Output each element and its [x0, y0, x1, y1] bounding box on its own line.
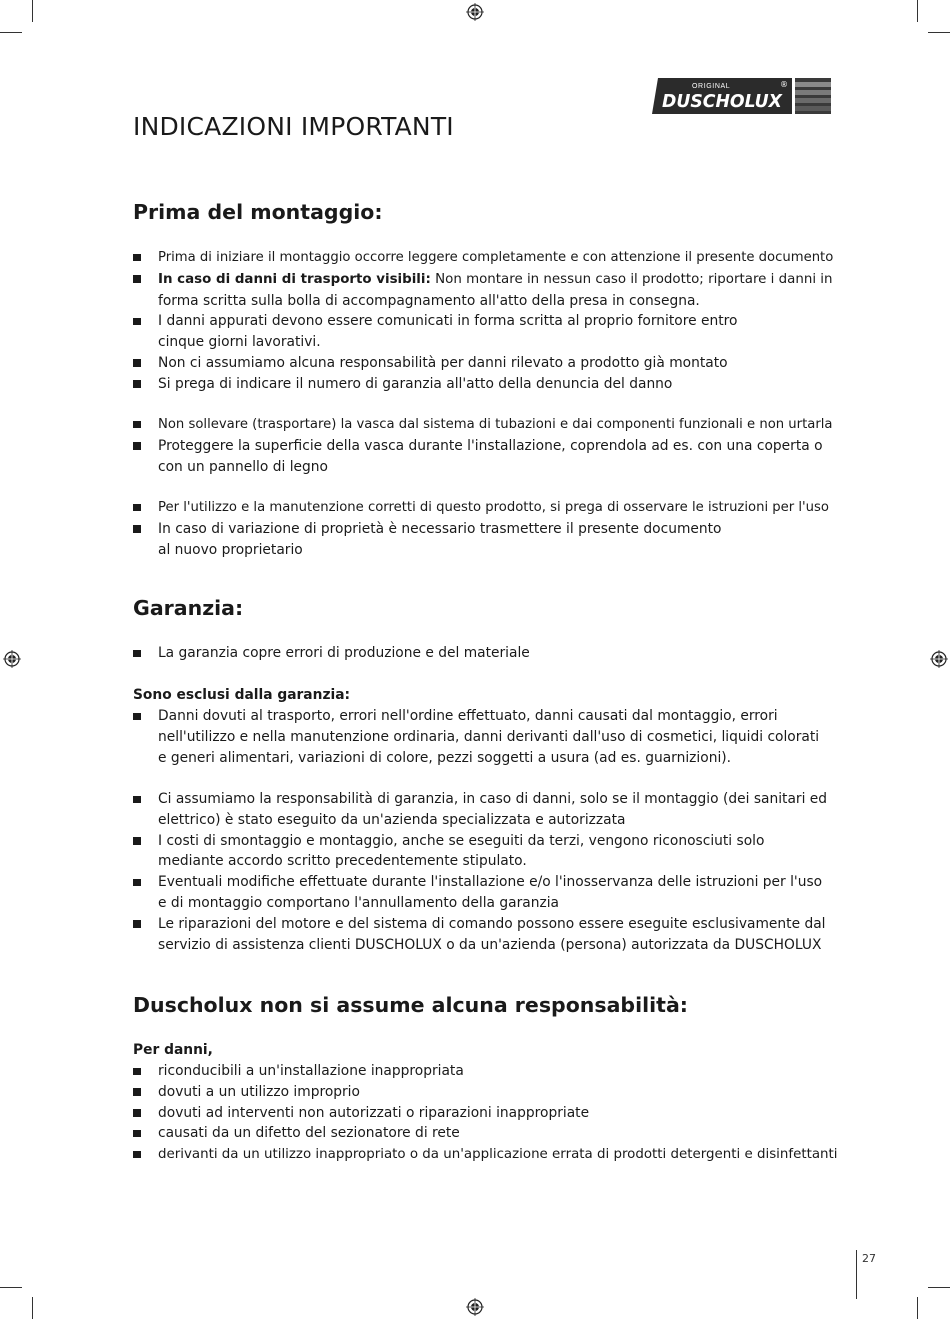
bullet-icon [133, 275, 141, 283]
registration-mark-icon [466, 3, 484, 21]
excluded-label: Sono esclusi dalla garanzia: [133, 687, 351, 703]
list-item [133, 247, 838, 269]
section-heading-montaggio: Prima del montaggio: [133, 200, 383, 224]
bullet-icon [133, 837, 141, 845]
list-item [133, 1123, 838, 1144]
bullet-icon [133, 442, 141, 450]
bullet-icon [133, 504, 141, 512]
crop-mark [917, 0, 918, 22]
per-danni-label: Per danni, [133, 1042, 213, 1058]
list-item-text: causati da un difetto del sezionatore di rete [158, 1125, 460, 1142]
logo-small-text: ORIGINAL [692, 83, 731, 90]
list-item-text: I danni appurati devono essere comunicati in forma scritta al proprio fornitore entro [158, 313, 738, 330]
crop-mark [32, 1297, 33, 1319]
bullet-icon [133, 1068, 141, 1076]
list-item-continuation: e generi alimentari, variazioni di colore, pezzi soggetti a usura (ad es. guarnizioni). [158, 749, 732, 766]
list-item [133, 311, 838, 353]
list-item-bold: In caso di danni di trasporto visibili: [158, 271, 431, 287]
list-item-text: Per l'utilizzo e la manutenzione corretti di questo prodotto, si prega di osservare le istruzioni per l'uso [158, 500, 829, 515]
list-item [133, 706, 838, 768]
list-item [133, 269, 838, 312]
bullet-icon [133, 879, 141, 887]
bullet-icon [133, 421, 141, 429]
page-title: INDICAZIONI IMPORTANTI [133, 112, 454, 141]
list-item-text: I costi di smontaggio e montaggio, anche se eseguiti da terzi, vengono riconosciuti solo [158, 832, 765, 849]
list-item-text: Non ci assumiamo alcuna responsabilità per danni rilevato a prodotto già montato [158, 354, 728, 371]
list-item [133, 497, 838, 519]
garanzia-list-2 [133, 706, 838, 768]
list-item [133, 1103, 838, 1124]
page-number: 27 [862, 1252, 876, 1265]
list-item-text: riconducibili a un'installazione inappropriata [158, 1063, 464, 1079]
list-item [133, 353, 838, 374]
montaggio-list-1 [133, 247, 838, 395]
list-item [133, 436, 838, 478]
responsabilita-list [133, 1061, 838, 1166]
garanzia-list-1 [133, 643, 838, 664]
section-heading-garanzia: Garanzia: [133, 596, 244, 620]
list-item [133, 1061, 838, 1082]
list-item-continuation: al nuovo proprietario [158, 541, 303, 558]
list-item-continuation: servizio di assistenza clienti DUSCHOLUX o da un'azienda (persona) autorizzata da DUSCHOLUX [158, 936, 822, 953]
bullet-icon [133, 254, 141, 262]
page-number-rule [856, 1250, 857, 1299]
logo-text: DUSCHOLUX [662, 91, 784, 112]
crop-mark [928, 1287, 950, 1288]
crop-mark [32, 0, 33, 22]
crop-mark [0, 1287, 22, 1288]
section-heading-responsabilita: Duscholux non si assume alcuna responsabilità: [133, 993, 688, 1017]
list-item [133, 374, 838, 395]
list-item-continuation: elettrico) è stato eseguito da un'azienda specializzata e autorizzata [158, 811, 626, 828]
list-item [133, 414, 838, 436]
list-item-text: Si prega di indicare il numero di garanzia all'atto della denuncia del danno [158, 375, 673, 392]
list-item-text: Non montare in nessun caso il prodotto; riportare i danni in [430, 271, 833, 287]
list-item-text: Non sollevare (trasportare) la vasca dal sistema di tubazioni e dai componenti funzionali e non urtarla [158, 417, 833, 432]
list-item-text: Ci assumiamo la responsabilità di garanzia, in caso di danni, solo se il montaggio (dei sanitari ed [158, 791, 828, 807]
duscholux-logo [650, 76, 833, 116]
bullet-icon [133, 713, 141, 721]
bullet-icon [133, 318, 141, 326]
list-item-continuation: mediante accordo scritto precedentemente stipulato. [158, 853, 527, 870]
crop-mark [928, 32, 950, 33]
bullet-icon [133, 1151, 141, 1159]
list-item-text: La garanzia copre errori di produzione e del materiale [158, 645, 530, 661]
list-item-continuation: nell'utilizzo e nella manutenzione ordinaria, danni derivanti dall'uso di cosmetici, liquidi colorati [158, 728, 820, 745]
crop-mark [0, 32, 22, 33]
list-item-text: In caso di variazione di proprietà è necessario trasmettere il presente documento [158, 520, 722, 537]
bullet-icon [133, 525, 141, 533]
list-item [133, 643, 838, 664]
list-item-text: Eventuali modifiche effettuate durante l'installazione e/o l'inosservanza delle istruzioni per l'uso [158, 874, 823, 891]
list-item [133, 789, 838, 831]
list-item-text: derivanti da un utilizzo inappropriato o da un'applicazione errata di prodotti detergenti e disinfettanti [158, 1147, 838, 1163]
list-item-text: dovuti a un utilizzo improprio [158, 1083, 360, 1100]
bullet-icon [133, 1088, 141, 1096]
list-item-text: dovuti ad interventi non autorizzati o riparazioni inappropriate [158, 1104, 590, 1121]
montaggio-list-3 [133, 497, 838, 560]
bullet-icon [133, 1130, 141, 1138]
bullet-icon [133, 1109, 141, 1117]
list-item-text: Le riparazioni del motore e del sistema di comando possono essere eseguite esclusivamente dal [158, 915, 826, 932]
list-item-continuation: e di montaggio comportano l'annullamento della garanzia [158, 894, 559, 911]
bullet-icon [133, 796, 141, 804]
garanzia-list-3 [133, 789, 838, 955]
list-item [133, 831, 838, 873]
bullet-icon [133, 380, 141, 388]
registration-mark-icon [466, 1298, 484, 1316]
bullet-icon [133, 650, 141, 658]
bullet-icon [133, 359, 141, 367]
list-item-continuation: cinque giorni lavorativi. [158, 334, 321, 351]
list-item [133, 1144, 838, 1166]
list-item [133, 872, 838, 914]
list-item-continuation: forma scritta sulla bolla di accompagnamento all'atto della presa in consegna. [158, 292, 700, 309]
list-item [133, 519, 838, 561]
montaggio-list-2 [133, 414, 838, 477]
list-item-text: Proteggere la superficie della vasca durante l'installazione, coprendola ad es. con una coperta o [158, 437, 823, 454]
bullet-icon [133, 920, 141, 928]
list-item [133, 914, 838, 956]
registration-mark-icon [3, 650, 21, 668]
list-item [133, 1082, 838, 1103]
list-item-text: Danni dovuti al trasporto, errori nell'ordine effettuato, danni causati dal montaggio, errori [158, 708, 778, 724]
crop-mark [917, 1297, 918, 1319]
list-item-text: Prima di iniziare il montaggio occorre leggere completamente e con attenzione il presente documento [158, 250, 834, 265]
logo-registered: ® [780, 80, 788, 89]
registration-mark-icon [930, 650, 948, 668]
list-item-continuation: con un pannello di legno [158, 458, 328, 475]
